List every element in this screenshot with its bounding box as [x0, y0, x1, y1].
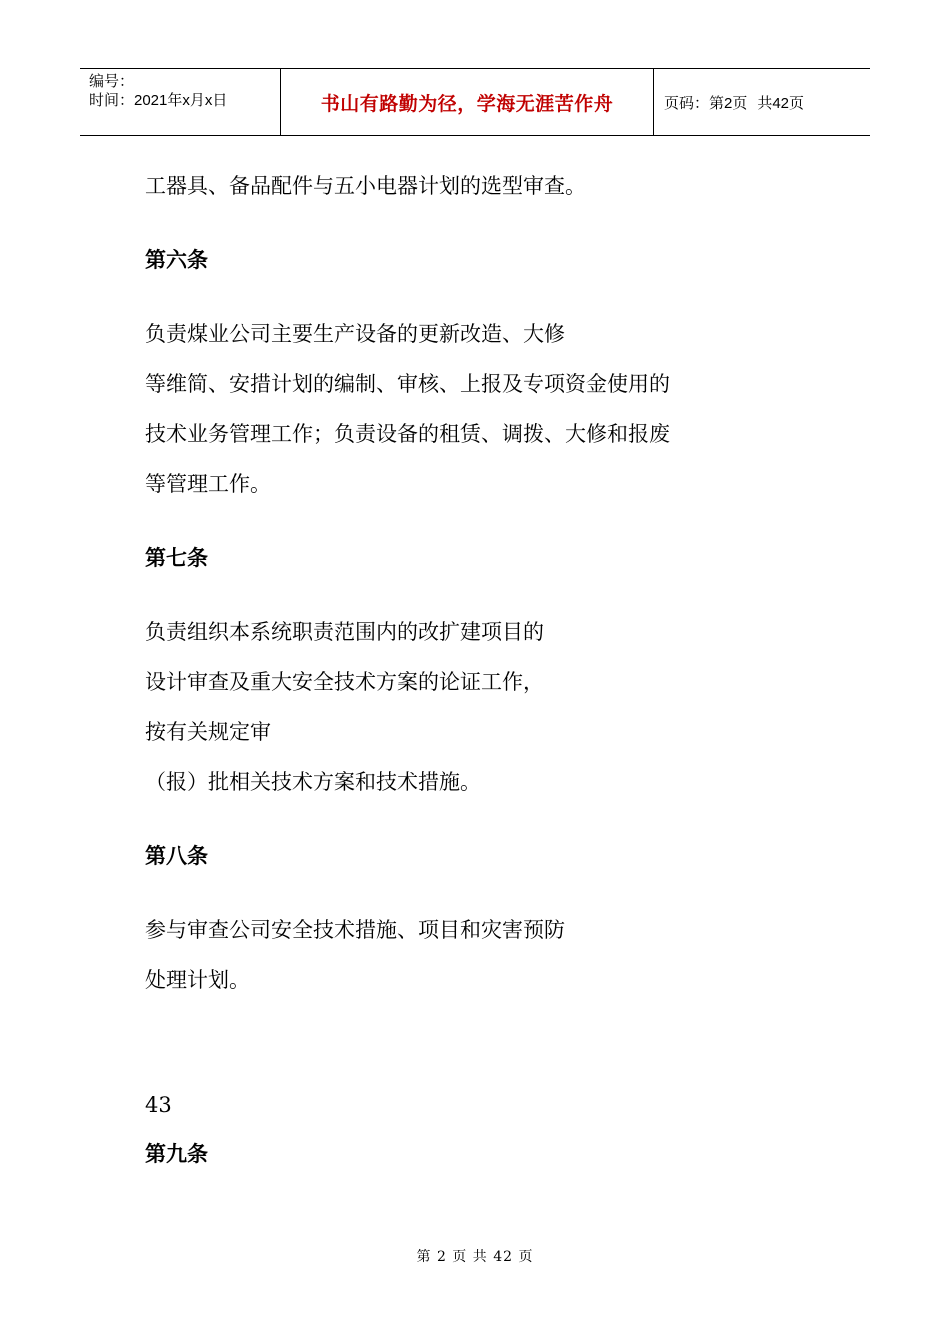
header-meta-cell [80, 69, 281, 135]
page-number-label: 页码：第2页 [664, 94, 748, 112]
article-7-line: 负责组织本系统职责范围内的改扩建项目的 [145, 620, 544, 644]
article-6-line: 负责煤业公司主要生产设备的更新改造、大修 [145, 322, 565, 346]
article-7-line: 按有关规定审 [145, 720, 271, 744]
article-6-heading: 第六条 [145, 247, 208, 272]
stray-page-number: 43 [145, 1093, 172, 1117]
article-6-line: 等管理工作。 [145, 472, 271, 496]
article-9-heading: 第九条 [145, 1141, 208, 1166]
article-7-line: 设计审查及重大安全技术方案的论证工作， [145, 670, 544, 694]
body-line: 工器具、备品配件与五小电器计划的选型审查。 [145, 174, 586, 198]
page-header [80, 68, 870, 136]
page-footer: 第 2 页 共 42 页 [416, 1249, 534, 1265]
article-8-line: 处理计划。 [145, 968, 250, 992]
article-8-line: 参与审查公司安全技术措施、项目和灾害预防 [145, 918, 565, 942]
total-pages-label: 共42页 [757, 94, 805, 112]
article-8-heading: 第八条 [145, 843, 208, 868]
header-motto: 书山有路勤为径，学海无涯苦作舟 [281, 69, 654, 135]
article-7-heading: 第七条 [145, 545, 208, 570]
article-7-line: （报）批相关技术方案和技术措施。 [145, 770, 481, 794]
article-6-line: 技术业务管理工作；负责设备的租赁、调拨、大修和报废 [145, 422, 670, 446]
doc-number-label: 编号： [89, 73, 135, 90]
article-6-line: 等维简、安措计划的编制、审核、上报及专项资金使用的 [145, 372, 670, 396]
header-page-info [654, 69, 870, 135]
date-line: 时间：2021年x月x日 [89, 92, 228, 109]
